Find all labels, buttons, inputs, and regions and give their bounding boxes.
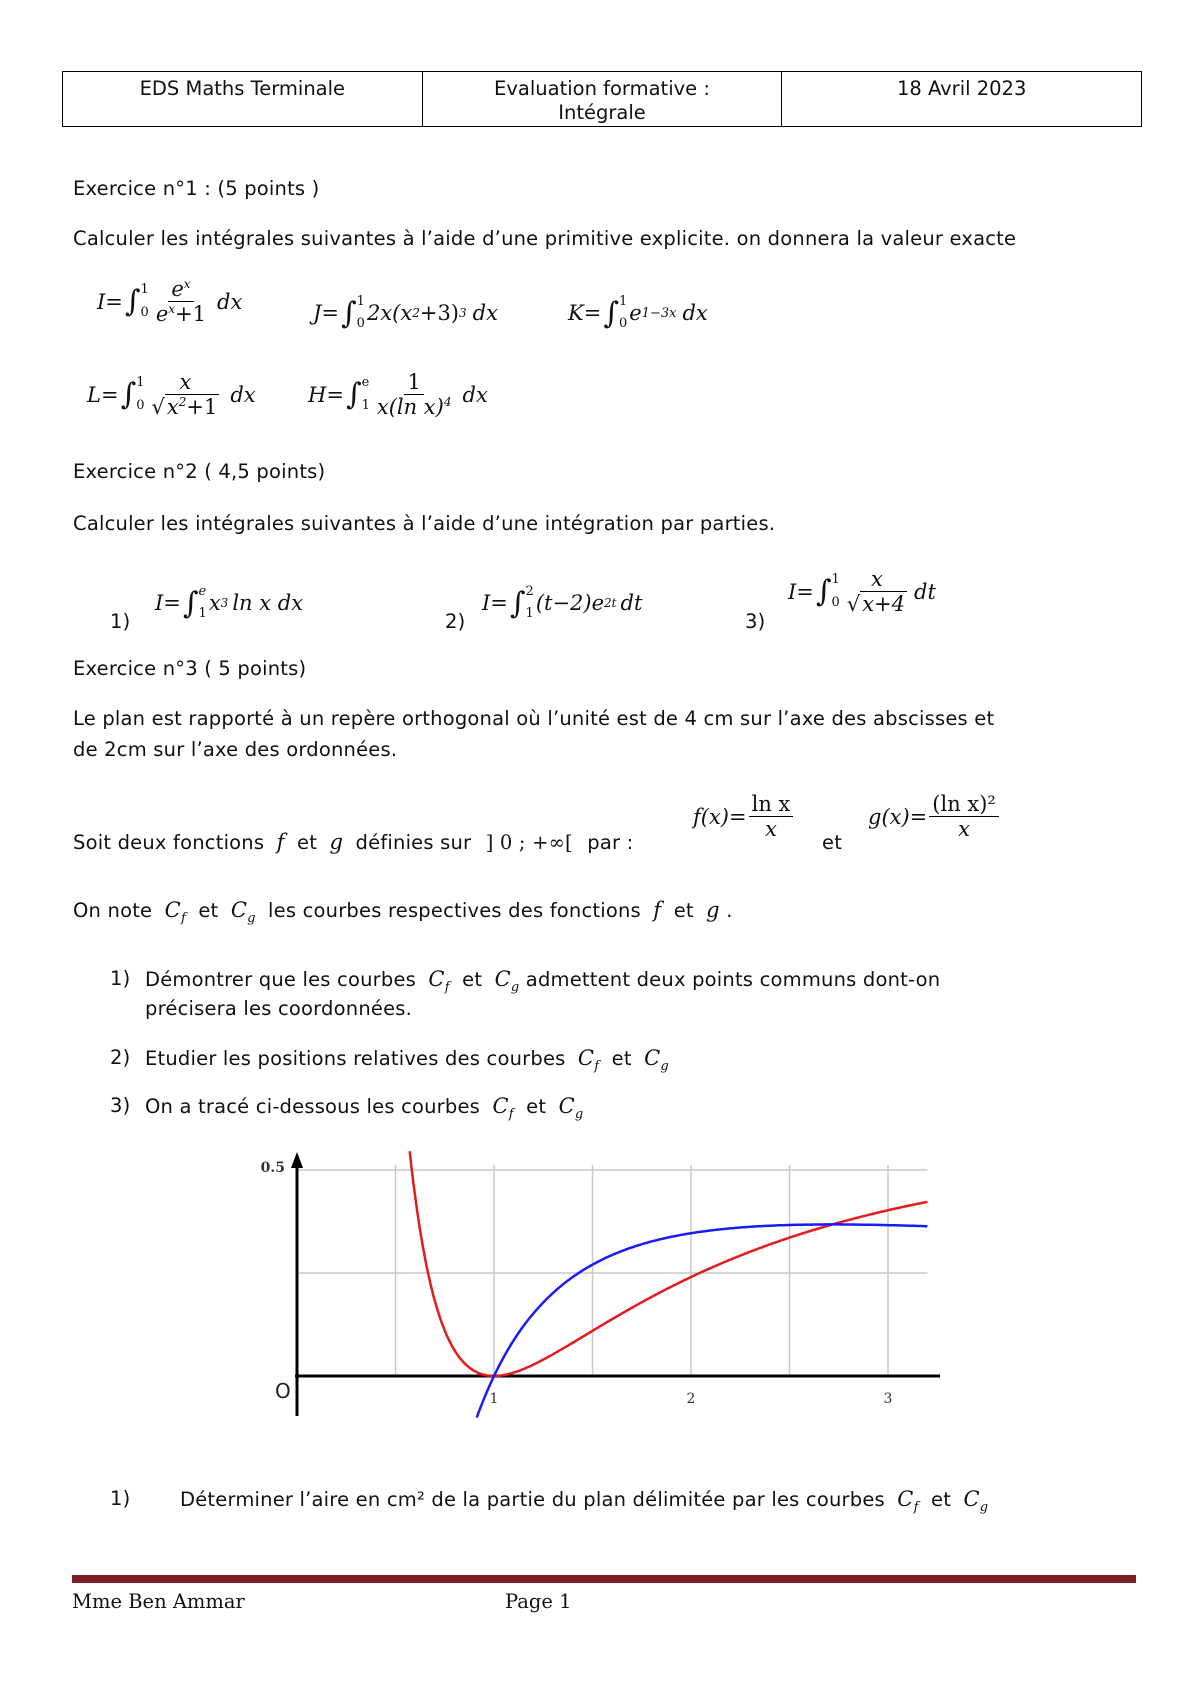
ex3-note [73, 898, 733, 926]
upper-limit: e [198, 584, 207, 599]
ex1-integral-J: J = ∫ 1 0 2x(x 2 +3) 3 dx [313, 294, 498, 332]
curve-C: C [644, 1046, 661, 1070]
integral-sign-icon: ∫ [120, 377, 137, 413]
denominator: x [958, 817, 970, 842]
upper-limit: 1 [618, 294, 628, 309]
et-text: et [673, 899, 694, 922]
curve-C: C [492, 1094, 509, 1118]
differential: dt [914, 579, 936, 604]
header-date: 18 Avril 2023 [782, 72, 1142, 127]
integral-name: L [87, 382, 101, 407]
curve-C: C [494, 967, 511, 991]
f-symbol: f [276, 830, 285, 854]
differential: dx [472, 301, 498, 326]
radicand-exponent: 2 [178, 395, 187, 410]
chart-labels [261, 1160, 893, 1407]
ex2-item1-integral: I = ∫ e 1 x 3 ln x dx [155, 584, 304, 622]
ex1-integral-L: L = ∫ 1 0 $\frac{x}{√x^2+1}$ dx [87, 370, 256, 420]
integrand: (t−2)e [535, 591, 605, 616]
lower-limit: 1 [525, 606, 534, 622]
curve-C: C [230, 898, 248, 922]
footer-bar [72, 1575, 1136, 1583]
upper-limit: e [361, 375, 370, 391]
q4-number: 1) [110, 1487, 131, 1510]
ex3-intro-line1: Le plan est rapporté à un repère orthogonal où l’unité est de 4 cm sur l’axe des abscisses et [73, 707, 995, 730]
fraction [929, 792, 999, 841]
blue-curve [477, 1224, 928, 1417]
differential: dx [682, 301, 708, 326]
curve-C: C [558, 1094, 575, 1118]
header-eval-line2: Intégrale [558, 101, 646, 124]
header-table [62, 71, 1142, 127]
upper-limit: 1 [831, 572, 840, 588]
integrand-exponent: 2t [604, 596, 617, 611]
note-text: On note [73, 899, 153, 922]
chart-grid [297, 1165, 927, 1376]
chart-axes [291, 1152, 940, 1416]
f-definition [693, 792, 795, 841]
denominator-exponent: 4 [443, 395, 452, 410]
curve-subscript: f [444, 980, 450, 996]
upper-limit: 1 [356, 294, 365, 309]
ex3-title: Exercice n°3 ( 5 points) [73, 657, 307, 680]
radicand-tail: +1 [186, 395, 218, 420]
curve-subscript: g [247, 911, 256, 927]
chart-curves [410, 1151, 928, 1417]
q3-text [145, 1094, 583, 1122]
ex2-item2-integral: I = ∫ 2 1 (t−2)e 2t dt [482, 584, 643, 622]
numerator: x [868, 567, 886, 592]
curve-C: C [577, 1046, 595, 1070]
differential: dx [462, 382, 488, 407]
et-text-2: et [822, 831, 843, 854]
denominator: x [765, 817, 777, 842]
curve-subscript: f [508, 1107, 514, 1123]
integrand-tail: +3) [419, 301, 459, 326]
integral-sign-icon: ∫ [815, 574, 832, 610]
fraction [148, 370, 222, 419]
lower-limit: 0 [140, 304, 149, 320]
header-eval-line1: Evaluation formative : [494, 77, 710, 100]
integrand: x [208, 591, 221, 616]
q1-number: 1) [110, 967, 131, 990]
fraction [749, 792, 794, 841]
lower-limit: 1 [198, 606, 207, 622]
g-def-lhs: g(x)= [868, 804, 928, 829]
q2-label: Etudier les positions relatives des courbes [145, 1047, 566, 1070]
upper-limit: 2 [525, 584, 534, 599]
curve-subscript: g [979, 1500, 989, 1516]
ex2-instruction: Calculer les intégrales suivantes à l’aide d’une intégration par parties. [73, 512, 776, 535]
et-text: et [198, 899, 219, 922]
radicand: x [166, 395, 179, 420]
lower-limit: 0 [618, 316, 628, 332]
integral-sign-icon: ∫ [341, 295, 357, 331]
ex2-title: Exercice n°2 ( 4,5 points) [73, 460, 326, 483]
curve-C: C [164, 898, 181, 922]
integrand-tail: ln x dx [232, 591, 304, 616]
y-tick-label: 0.5 [260, 1160, 285, 1176]
g-definition [868, 792, 1001, 841]
note-end: . [726, 899, 733, 922]
curve-subscript: f [913, 1500, 919, 1516]
q1-text-c: précisera les coordonnées. [145, 997, 413, 1020]
fraction [153, 277, 209, 326]
numerator: x [176, 370, 194, 395]
upper-limit: 1 [136, 375, 145, 391]
integral-name: I [97, 289, 106, 314]
fraction [374, 370, 455, 419]
definies-text: définies sur [355, 831, 472, 854]
lower-limit: 1 [361, 397, 370, 413]
sqrt-icon: √ [846, 592, 861, 617]
integral-sign-icon: ∫ [124, 284, 141, 320]
numerator: ln x [749, 792, 794, 817]
denominator: x(ln x) [376, 395, 444, 420]
lower-limit: 0 [356, 316, 365, 332]
header-course: EDS Maths Terminale [63, 72, 423, 127]
integral-name: H [308, 382, 327, 407]
g-symbol: g [329, 830, 344, 854]
ex1-integral-K: K = ∫ 1 0 e 1−3x dx [568, 294, 708, 332]
g-symbol: g [706, 898, 720, 922]
integrand-tail: dt [620, 591, 643, 616]
radicand: x+4 [862, 592, 906, 617]
q2-text [145, 1046, 669, 1074]
integral-name: J [313, 301, 322, 326]
ex1-title: Exercice n°1 : (5 points ) [73, 177, 320, 200]
differential: dx [217, 289, 243, 314]
q3-number: 3) [110, 1094, 131, 1117]
x-tick-label: 1 [489, 1391, 499, 1407]
denominator-exponent: x [168, 302, 176, 317]
integral-name: I [482, 591, 491, 616]
x-tick-label: 2 [686, 1391, 696, 1407]
footer-page: Page 1 [505, 1590, 572, 1613]
numerator: 1 [404, 370, 423, 395]
lower-limit: 0 [831, 594, 840, 610]
par-text: par : [587, 831, 634, 854]
integral-sign-icon: ∫ [603, 295, 619, 331]
et-text: et [611, 1047, 632, 1070]
ex1-integral-H: H = ∫ e 1 $\frac{1}{x(\ln x)^4}$ dx [308, 370, 488, 420]
upper-limit: 1 [140, 282, 149, 298]
curve-C: C [897, 1487, 914, 1511]
ex1-instruction: Calculer les intégrales suivantes à l’aide d’une primitive explicite. on donnera la valeur exacte [73, 227, 1017, 250]
curve-subscript: f [180, 911, 186, 927]
integral-sign-icon: ∫ [345, 377, 362, 413]
differential: dx [230, 382, 256, 407]
q1-text-b: admettent deux points communs dont-on [525, 968, 941, 991]
et-text: et [297, 831, 318, 854]
ex2-item3-integral: I = ∫ 1 0 $\frac{x}{√x+4}$ dt [788, 567, 936, 617]
et-text: et [526, 1095, 547, 1118]
q4-text [180, 1487, 988, 1515]
et-text: et [931, 1488, 952, 1511]
curve-C: C [428, 967, 445, 991]
numerator: e [171, 277, 184, 301]
q1-text-a: Démontrer que les courbes [145, 968, 417, 991]
f-def-lhs: f(x)= [693, 804, 747, 829]
ex1-integral-I: I = ∫ 1 0 $\frac{e^x}{e^x+1}$ dx [97, 277, 243, 327]
q3-label: On a tracé ci-dessous les courbes [145, 1095, 481, 1118]
curve-subscript: g [574, 1107, 584, 1123]
origin-label: O [275, 1379, 291, 1403]
lower-limit: 0 [136, 397, 145, 413]
y-axis-arrow [291, 1152, 303, 1168]
integral-sign-icon: ∫ [509, 585, 526, 621]
integrand-exponent: 1−3x [641, 305, 677, 321]
ex2-item3-number: 3) [745, 610, 766, 633]
note-text-2: les courbes respectives des fonctions [268, 899, 641, 922]
q1-text [145, 967, 940, 995]
fraction [844, 567, 910, 616]
numerator: (ln x)² [929, 792, 999, 817]
et-text: et [462, 968, 483, 991]
ex2-item1-number: 1) [110, 610, 131, 633]
integrand: 2x(x [366, 301, 413, 326]
integral-sign-icon: ∫ [182, 585, 199, 621]
footer-author: Mme Ben Ammar [72, 1590, 245, 1613]
curve-subscript: f [594, 1059, 600, 1075]
red-curve [410, 1151, 928, 1376]
f-symbol: f [653, 898, 662, 922]
denominator: e [155, 302, 169, 327]
curve-subscript: g [660, 1059, 669, 1075]
x-tick-label: 3 [883, 1391, 893, 1407]
outer-exponent: 3 [459, 306, 467, 321]
integral-name: K [568, 301, 584, 326]
denominator-tail: +1 [175, 302, 207, 327]
integral-name: I [788, 579, 797, 604]
domain-interval: ] 0 ; +∞[ [485, 831, 573, 854]
numerator-exponent: x [183, 277, 191, 291]
integral-name: I [155, 591, 164, 616]
q2-number: 2) [110, 1046, 131, 1069]
curves-chart [240, 1150, 940, 1420]
curve-C: C [963, 1487, 980, 1511]
soit-text: Soit deux fonctions [73, 831, 265, 854]
ex2-item2-number: 2) [445, 610, 466, 633]
curve-subscript: g [510, 980, 520, 996]
ex3-soit [73, 830, 633, 854]
sqrt-icon: √ [151, 395, 165, 420]
inner-exponent: 2 [412, 306, 420, 321]
integrand-base: e [629, 301, 642, 326]
integrand-exponent: 3 [220, 596, 229, 611]
q4-label: Déterminer l’aire en cm² de la partie du plan délimitée par les courbes [180, 1488, 885, 1511]
ex3-intro-line2: de 2cm sur l’axe des ordonnées. [73, 738, 398, 761]
header-eval [422, 72, 782, 127]
